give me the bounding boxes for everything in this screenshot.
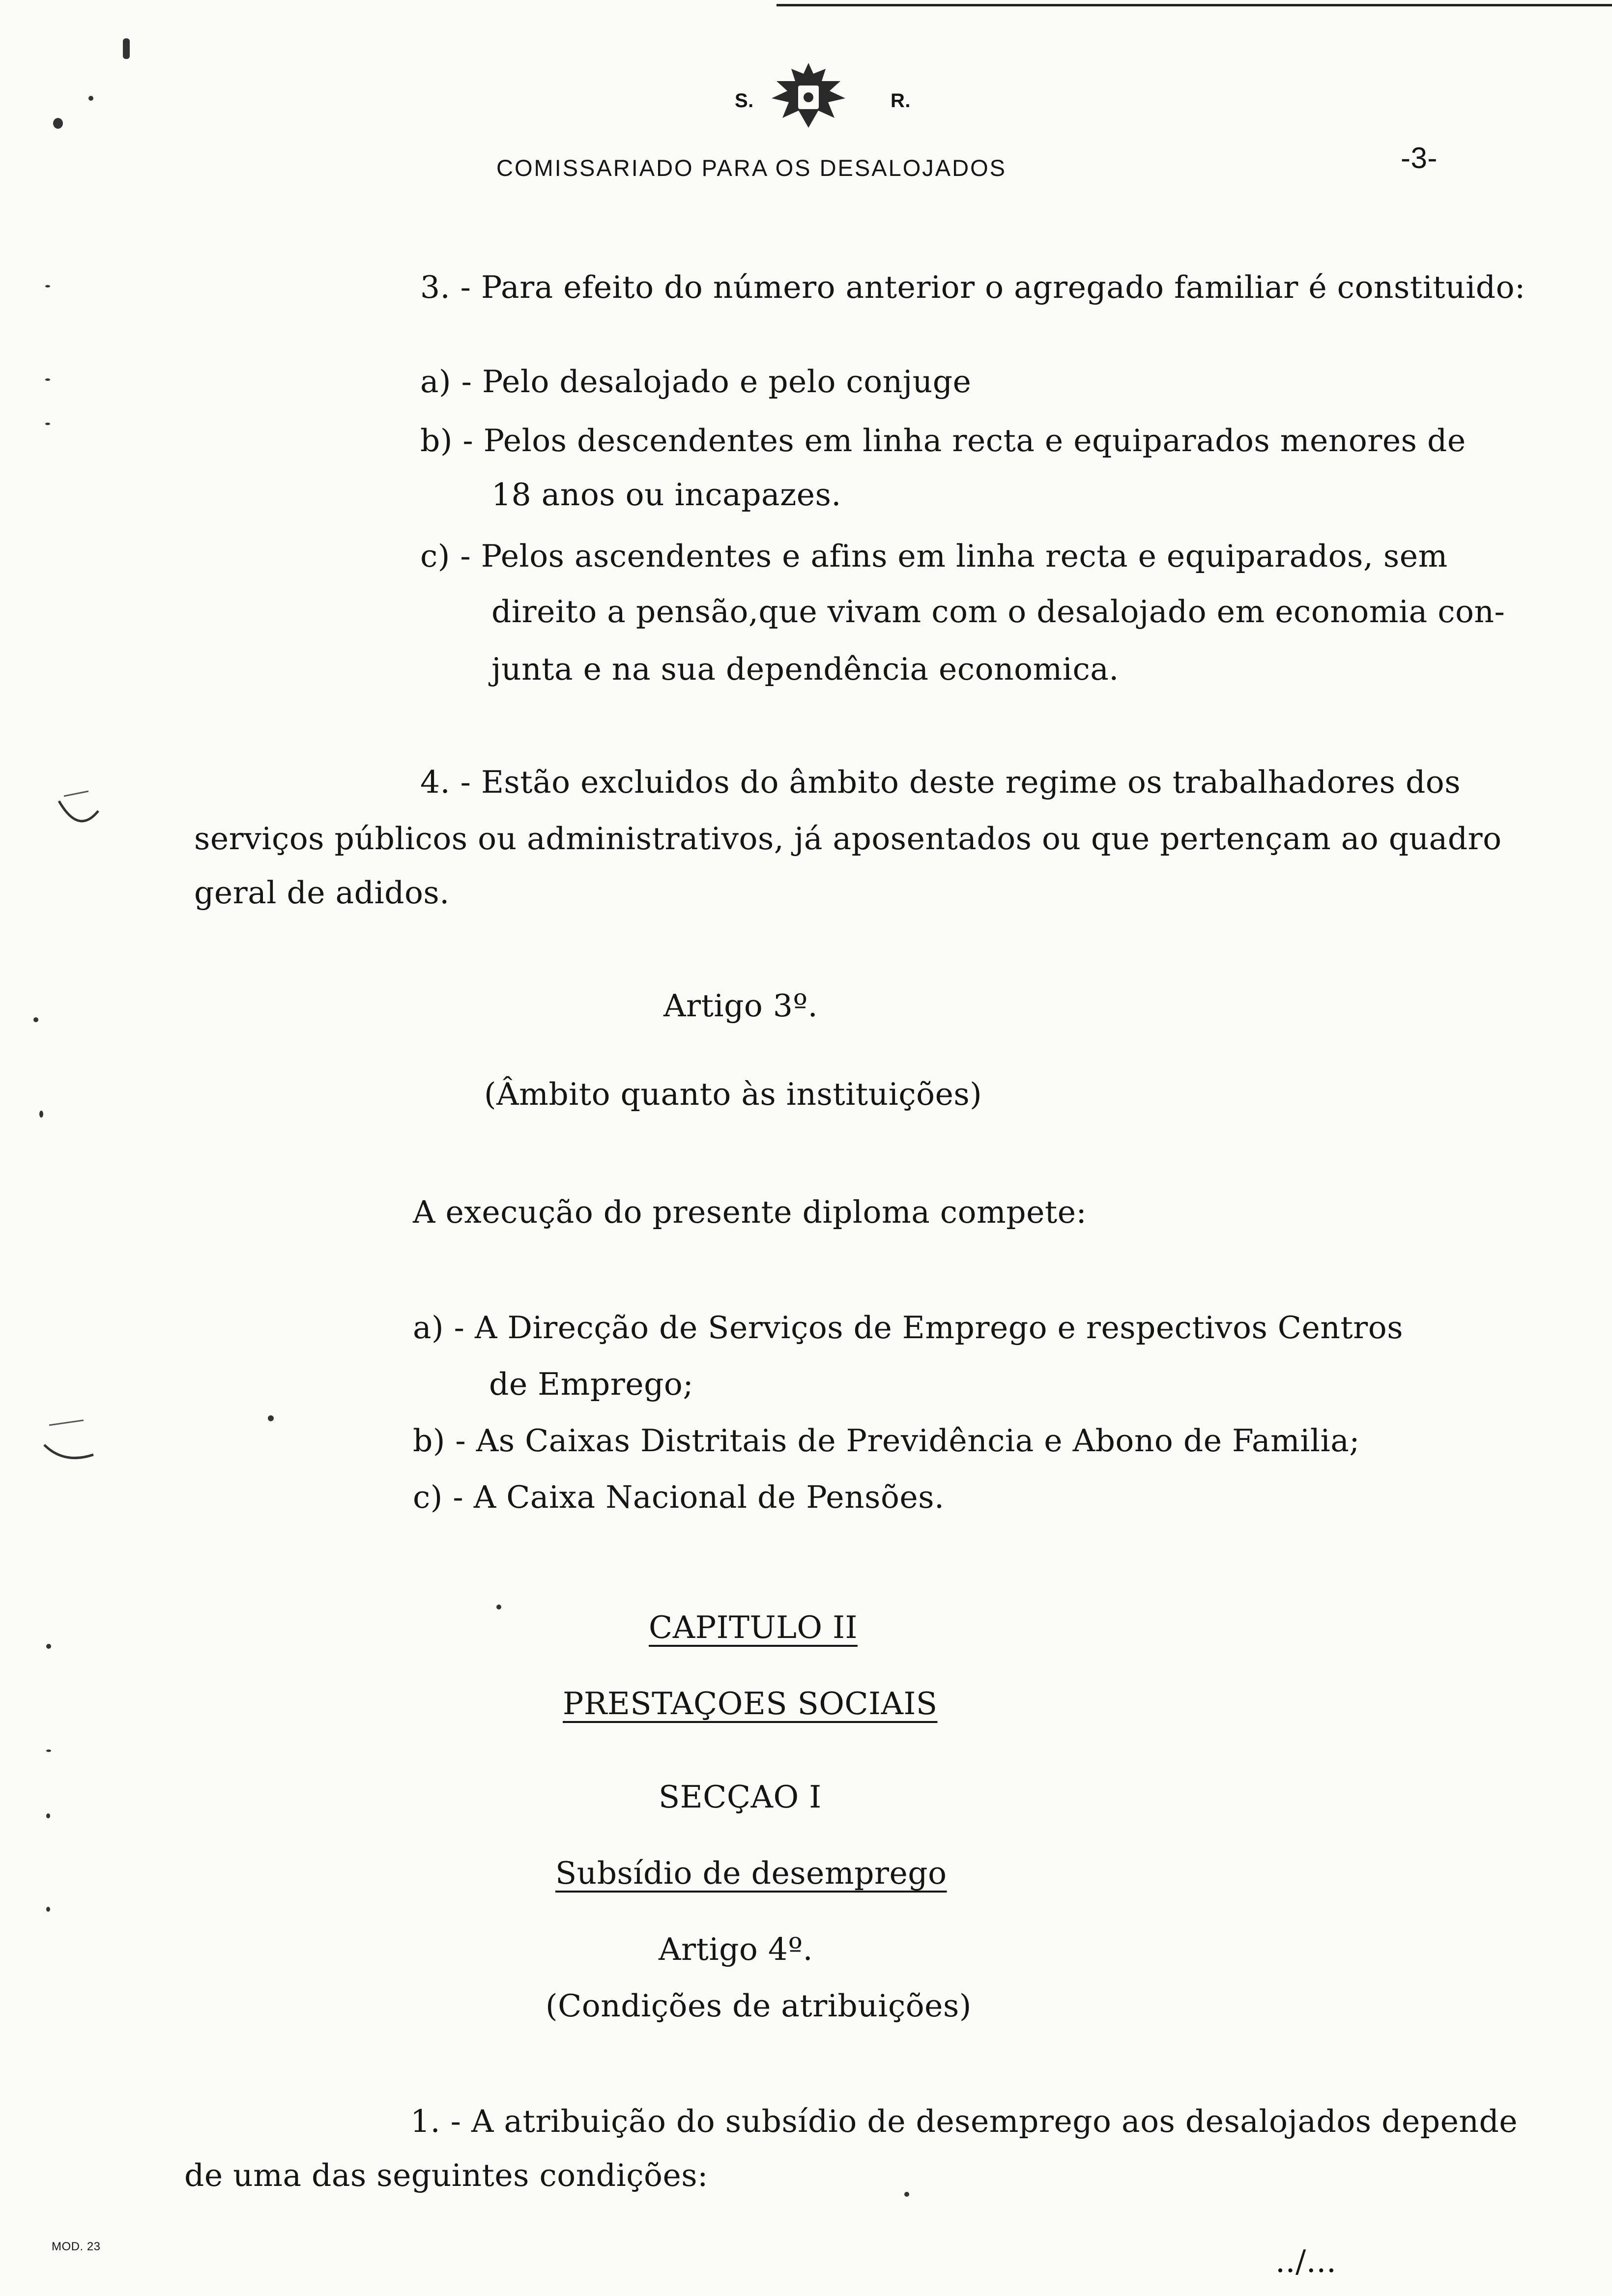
continuation-mark: ../... (1275, 2243, 1337, 2279)
coat-of-arms-seal (767, 59, 850, 133)
scan-speck (45, 378, 50, 381)
article-3-subtitle: (Âmbito quanto às instituições) (484, 1076, 982, 1112)
hole-punch-mark (49, 781, 108, 850)
section-heading: SECÇAO I (659, 1779, 822, 1815)
paragraph-4-line2: serviços públicos ou administrativos, já aposentados ou que pertençam ao quadro (194, 821, 1502, 857)
chapter-heading: CAPITULO II (649, 1609, 858, 1645)
scan-speck (45, 285, 50, 287)
paragraph-4-line3: geral de adidos. (194, 875, 450, 911)
article-4-paragraph-1-line2: de uma das seguintes condições: (184, 2157, 708, 2193)
article-4-subtitle: (Condições de atribuições) (546, 1988, 972, 2024)
scan-speck (46, 1907, 50, 1912)
article-3-item-a-line1: a) - A Direcção de Serviços de Emprego e respectivos Centros (413, 1310, 1404, 1346)
article-3-intro: A execução do presente diploma compete: (413, 1194, 1087, 1230)
paragraph-3-intro: 3. - Para efeito do número anterior o agregado familiar é constituido: (420, 269, 1526, 305)
institution-header: COMISSARIADO PARA OS DESALOJADOS (496, 155, 1007, 181)
scan-speck (39, 1111, 43, 1118)
scan-speck (53, 118, 63, 129)
seal-right-initial: R. (891, 90, 911, 112)
scan-speck (46, 1813, 50, 1818)
list-item-c-line2: direito a pensão,que vivam com o desalojado em economia con- (491, 594, 1505, 630)
list-item-a: a) - Pelo desalojado e pelo conjuge (420, 364, 972, 400)
article-4-paragraph-1-line1: 1. - A atribuição do subsídio de desemprego aos desalojados depende (410, 2103, 1518, 2139)
scan-speck (904, 2192, 909, 2197)
top-rule (777, 4, 1612, 6)
scan-speck (46, 1750, 51, 1752)
scan-speck (33, 1017, 38, 1022)
scan-speck (45, 423, 50, 425)
list-item-b-line1: b) - Pelos descendentes em linha recta e equiparados menores de (420, 423, 1466, 459)
form-code: MOD. 23 (52, 2240, 101, 2253)
article-3-item-a-line2: de Emprego; (489, 1366, 694, 1402)
scan-speck (268, 1415, 274, 1421)
article-3-item-c: c) - A Caixa Nacional de Pensões. (413, 1479, 945, 1515)
article-3-title: Artigo 3º. (663, 988, 818, 1024)
section-title: Subsídio de desemprego (555, 1855, 947, 1891)
scan-speck (496, 1605, 501, 1609)
list-item-b-line2: 18 anos ou incapazes. (491, 477, 841, 513)
chapter-title: PRESTAÇOES SOCIAIS (563, 1686, 938, 1722)
scan-speck (88, 96, 93, 101)
scan-speck (46, 1644, 51, 1649)
list-item-c-line3: junta e na sua dependência economica. (491, 651, 1119, 687)
paragraph-4-line1: 4. - Estão excluidos do âmbito deste regime os trabalhadores dos (420, 764, 1461, 800)
hole-punch-mark (29, 1406, 108, 1474)
article-3-item-b: b) - As Caixas Distritais de Previdência e Abono de Familia; (413, 1423, 1360, 1459)
article-4-title: Artigo 4º. (659, 1931, 813, 1967)
scan-speck (123, 38, 130, 59)
seal-left-initial: S. (735, 90, 754, 112)
list-item-c-line1: c) - Pelos ascendentes e afins em linha recta e equiparados, sem (420, 538, 1448, 574)
page-number: -3- (1401, 142, 1438, 174)
